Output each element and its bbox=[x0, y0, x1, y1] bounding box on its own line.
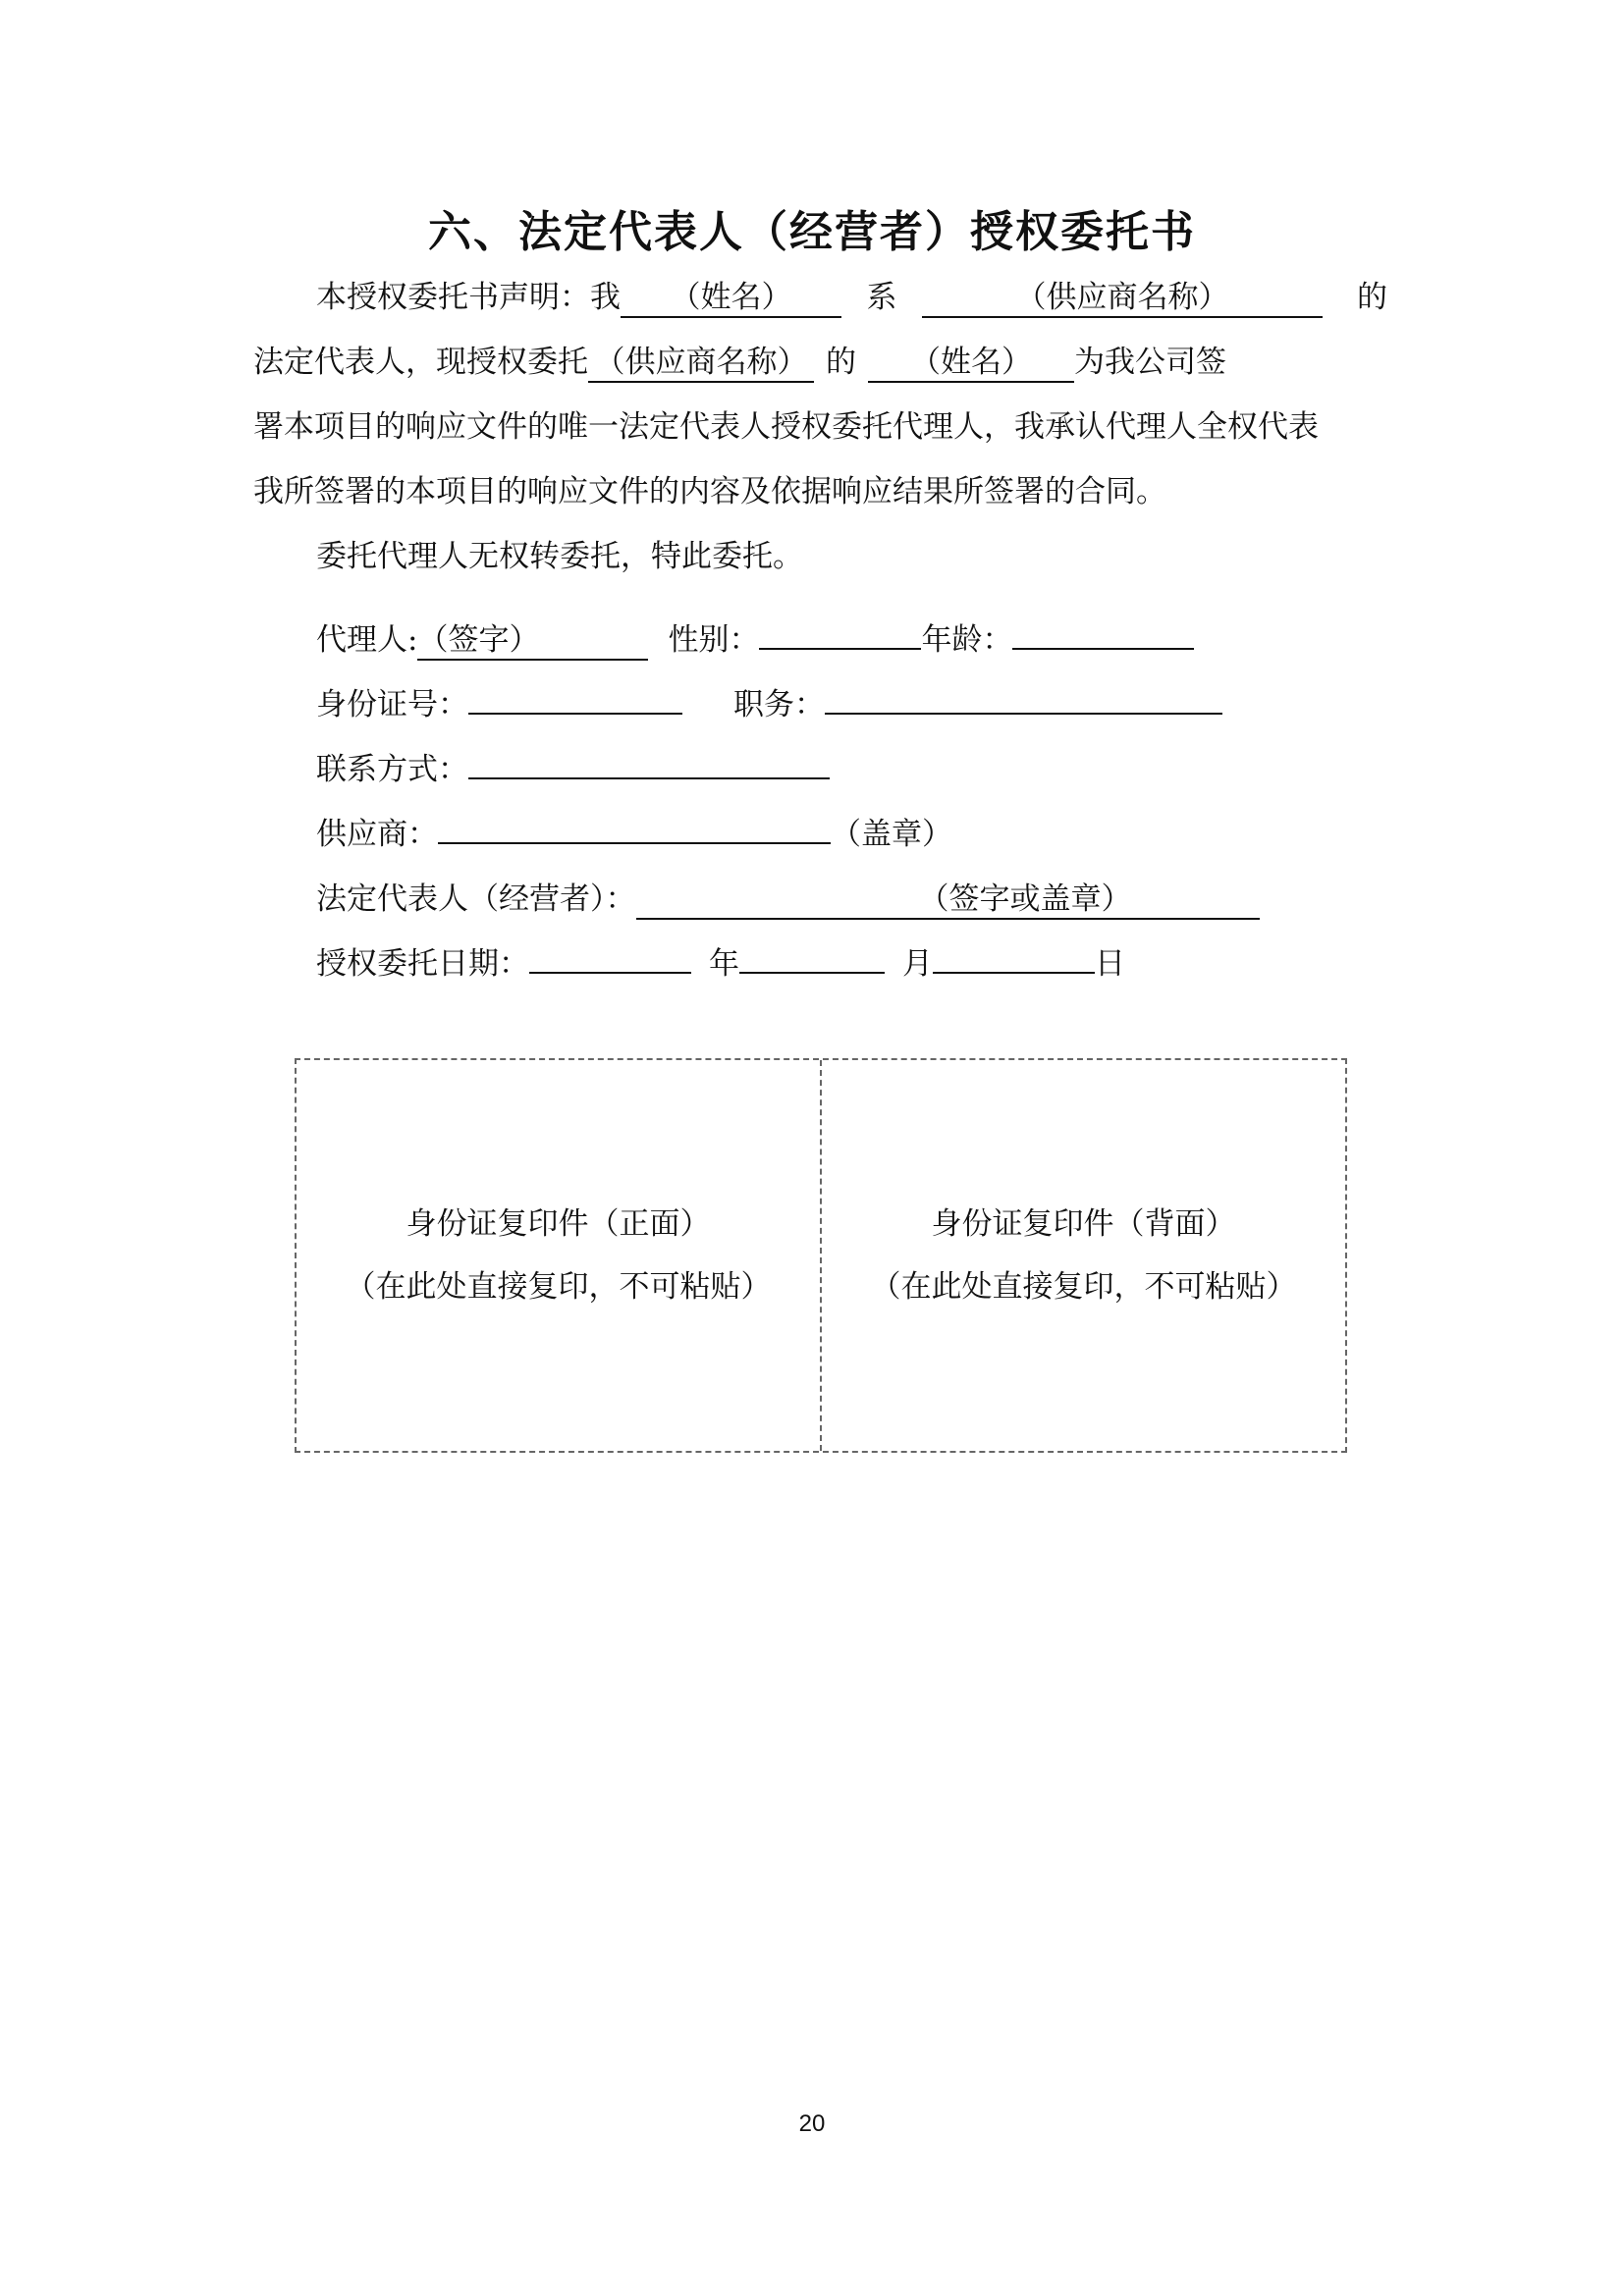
name-blank[interactable]: （姓名） bbox=[621, 279, 841, 318]
de-text-2: 的 bbox=[826, 345, 856, 380]
id-front-box bbox=[297, 1060, 820, 1451]
legal-rep-field[interactable] bbox=[636, 881, 1260, 920]
id-front-note: （在此处直接复印，不可粘贴） bbox=[345, 1269, 772, 1305]
date-field-year[interactable] bbox=[529, 972, 691, 974]
id-number-field[interactable] bbox=[468, 713, 682, 715]
day-label: 日 bbox=[1095, 946, 1125, 982]
id-copy-boxes bbox=[295, 1058, 1347, 1453]
supplier-blank[interactable]: （供应商名称） bbox=[922, 279, 1323, 318]
gender-field[interactable] bbox=[759, 648, 921, 650]
month-label: 月 bbox=[902, 946, 933, 982]
age-field[interactable] bbox=[1012, 648, 1194, 650]
date-label: 授权委托日期： bbox=[316, 946, 529, 982]
agent-label: 代理人: bbox=[316, 622, 418, 658]
supplier-row bbox=[316, 813, 952, 856]
declaration-line2-suffix: 为我公司签 bbox=[1074, 345, 1226, 380]
declaration-line-5: 委托代理人无权转委托，特此委托。 bbox=[316, 539, 803, 574]
id-back-box bbox=[820, 1060, 1345, 1451]
gender-label: 性别： bbox=[668, 622, 760, 658]
supplier-blank-2[interactable]: （供应商名称） bbox=[588, 344, 814, 383]
date-row bbox=[316, 942, 1125, 986]
id-label: 身份证号： bbox=[316, 687, 468, 722]
id-back-note: （在此处直接复印，不可粘贴） bbox=[870, 1269, 1297, 1305]
declaration-text bbox=[253, 265, 1387, 589]
position-field[interactable] bbox=[825, 713, 1222, 715]
page-number: 20 bbox=[798, 2110, 826, 2137]
declaration-line-1 bbox=[253, 265, 1387, 330]
declaration-line-4: 我所签署的本项目的响应文件的内容及依据响应结果所签署的合同。 bbox=[253, 474, 1166, 509]
xi-text: 系 bbox=[866, 280, 897, 315]
declaration-prefix: 本授权委托书声明：我 bbox=[316, 280, 621, 315]
declaration-line-3: 署本项目的响应文件的唯一法定代表人授权委托代理人，我承认代理人全权代表 bbox=[253, 409, 1319, 445]
age-label: 年龄： bbox=[921, 622, 1013, 658]
legal-rep-label: 法定代表人（经营者）： bbox=[316, 881, 636, 917]
page-title: 六、法定代表人（经营者）授权委托书 bbox=[428, 207, 1196, 257]
id-row bbox=[316, 683, 1222, 726]
agent-row bbox=[316, 618, 1194, 662]
contact-field[interactable] bbox=[468, 777, 830, 779]
year-label: 年 bbox=[709, 946, 739, 982]
position-label: 职务： bbox=[733, 687, 825, 722]
date-field-day[interactable] bbox=[933, 972, 1095, 974]
contact-row bbox=[316, 748, 830, 791]
supplier-field[interactable] bbox=[438, 842, 831, 844]
legal-rep-row bbox=[316, 878, 1260, 921]
declaration-line2-prefix: 法定代表人，现授权委托 bbox=[253, 345, 588, 380]
name-blank-2[interactable]: （姓名） bbox=[868, 344, 1074, 383]
legal-rep-sign-text: （签字或盖章） bbox=[918, 881, 1132, 917]
declaration-line-2 bbox=[253, 330, 1382, 395]
date-field-month[interactable] bbox=[739, 972, 885, 974]
agent-sign-field[interactable]: （签字） bbox=[417, 621, 648, 661]
supplier-label: 供应商： bbox=[316, 817, 438, 852]
supplier-seal-text: （盖章） bbox=[831, 817, 952, 852]
de-text: 的 bbox=[1357, 280, 1387, 315]
contact-label: 联系方式： bbox=[316, 752, 468, 787]
id-front-title: 身份证复印件（正面） bbox=[406, 1206, 711, 1242]
id-back-title: 身份证复印件（背面） bbox=[931, 1206, 1236, 1242]
